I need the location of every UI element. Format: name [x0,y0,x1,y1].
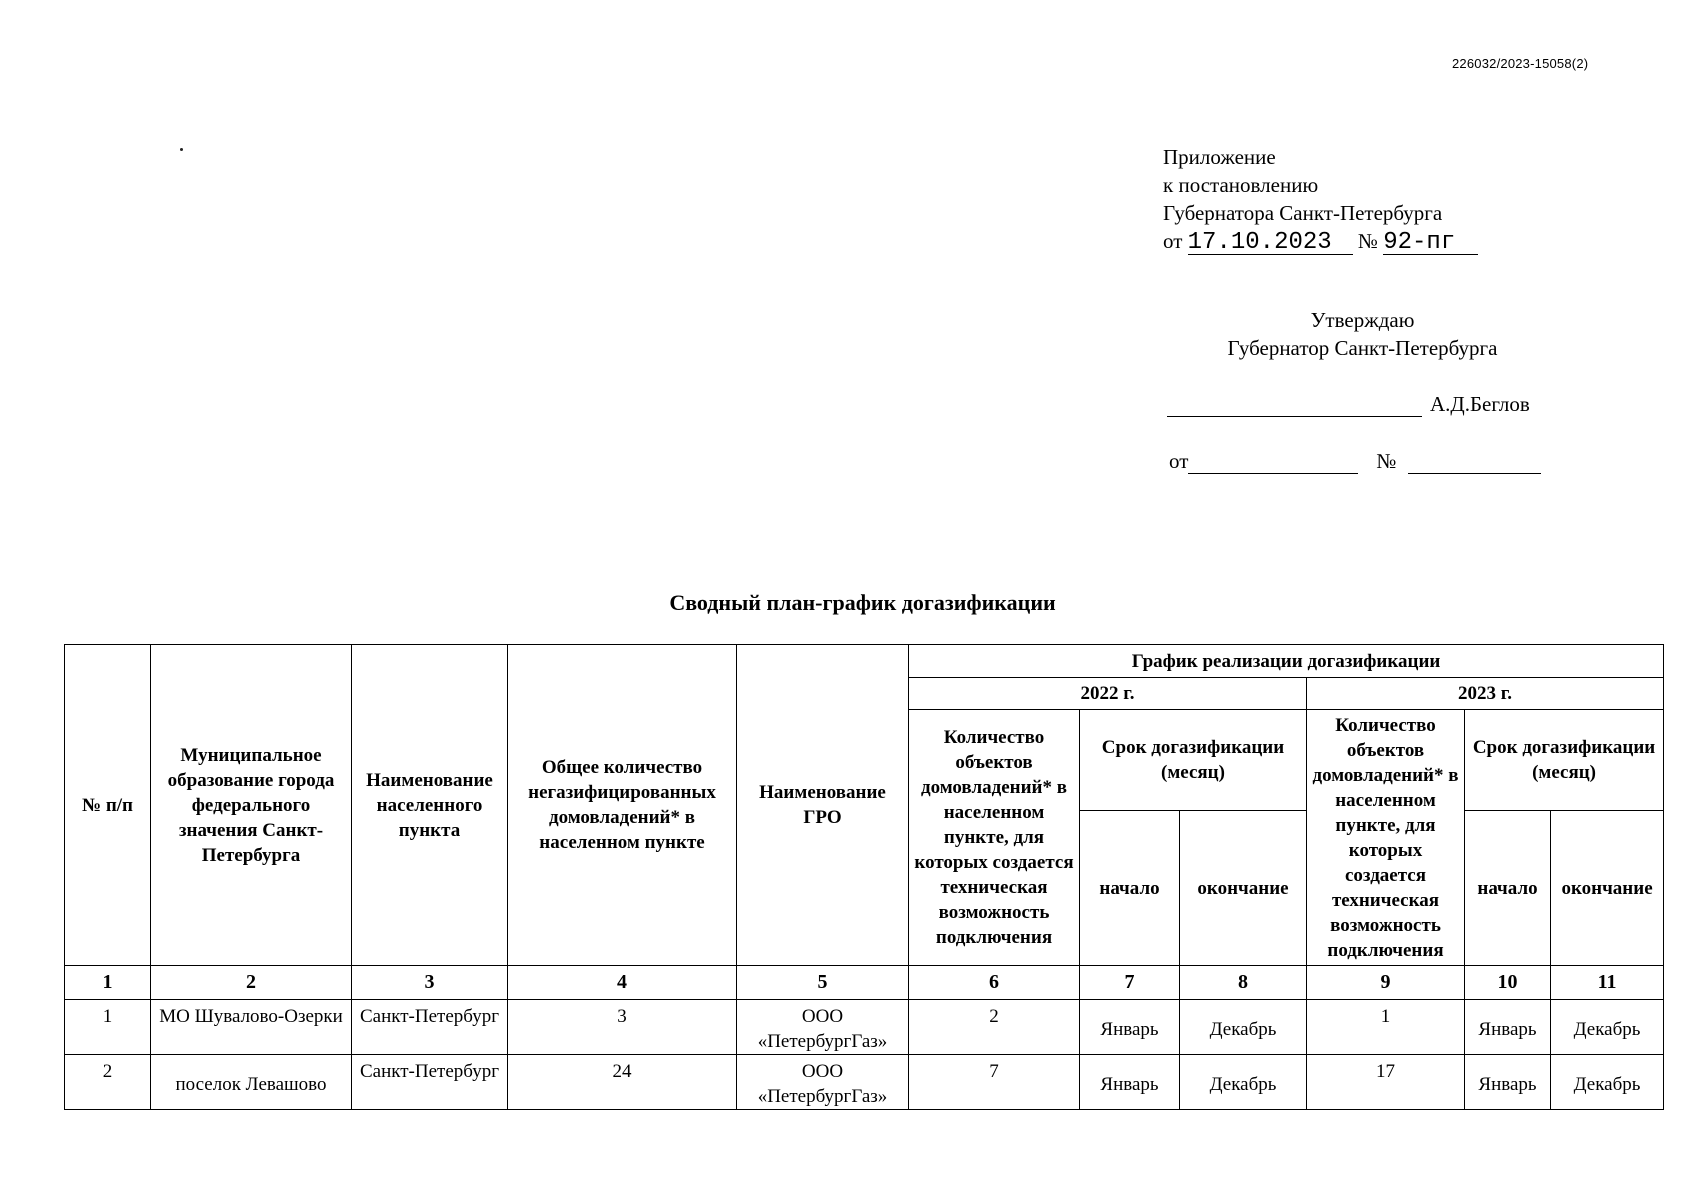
column-number: 2 [151,966,352,1000]
appendix-number-value: 92-пг [1383,232,1478,255]
cell-municipality: МО Шувалово-Озерки [151,1000,352,1055]
cell-total: 24 [508,1055,737,1110]
cell-start-2022: Январь [1080,1000,1180,1055]
approval-block [1165,306,1560,362]
column-number: 8 [1180,966,1307,1000]
cell-objects-2022: 2 [909,1000,1080,1055]
appendix-date-prefix: от [1163,229,1183,253]
cell-municipality: поселок Левашово [151,1055,352,1110]
header-municipality: Муниципальное образование города федерального значения Санкт-Петербурга [151,645,352,966]
appendix-line-3: Губернатора Санкт-Петербурга [1163,201,1443,225]
cell-num: 1 [65,1000,151,1055]
cell-end-2023: Декабрь [1551,1055,1664,1110]
column-number: 3 [352,966,508,1000]
column-number: 4 [508,966,737,1000]
cell-settlement: Санкт-Петербург [352,1000,508,1055]
column-number-row [65,966,1664,1000]
cell-end-2022: Декабрь [1180,1055,1307,1110]
cell-start-2023: Январь [1465,1055,1551,1110]
appendix-number-prefix: № [1357,229,1378,253]
signatory-name: А.Д.Беглов [1430,392,1530,416]
signature-line [1167,396,1422,417]
header-gro: Наименование ГРО [737,645,909,966]
header-end-2023: окончание [1551,811,1664,966]
approval-number-blank [1408,453,1541,474]
header-objects-2023: Количество объектов домовладений* в населенном пункте, для которых создается техническая возможность подключения [1307,710,1465,966]
appendix-block [1163,143,1478,255]
approval-line-1: Утверждаю [1310,308,1415,332]
header-objects-2022: Количество объектов домовладений* в населенном пункте, для которых создается техническая возможность подключения [909,710,1080,966]
header-start-2023: начало [1465,811,1551,966]
cell-objects-2022: 7 [909,1055,1080,1110]
appendix-date-value: 17.10.2023 [1188,232,1353,255]
header-year-2022: 2022 г. [909,678,1307,710]
header-total-households: Общее количество негазифицированных домовладений* в населенном пункте [508,645,737,966]
appendix-date-line [1163,227,1478,255]
cell-gro: ООО «ПетербургГаз» [737,1000,909,1055]
cell-gro: ООО «ПетербургГаз» [737,1055,909,1110]
header-year-2023: 2023 г. [1307,678,1664,710]
header-schedule: График реализации догазификации [909,645,1664,678]
cell-settlement: Санкт-Петербург [352,1055,508,1110]
column-number: 10 [1465,966,1551,1000]
approval-line-2: Губернатор Санкт-Петербурга [1227,336,1498,360]
header-settlement: Наименование населенного пункта [352,645,508,966]
header-start-2022: начало [1080,811,1180,966]
approval-date-prefix: от [1169,449,1189,473]
cell-start-2022: Январь [1080,1055,1180,1110]
header-term-2022: Срок догазификации (месяц) [1080,710,1307,811]
column-number: 11 [1551,966,1664,1000]
cell-total: 3 [508,1000,737,1055]
appendix-line-2: к постановлению [1163,173,1319,197]
cell-end-2022: Декабрь [1180,1000,1307,1055]
approval-number-prefix: № [1376,449,1397,473]
approval-date-blank [1188,453,1358,474]
column-number: 7 [1080,966,1180,1000]
column-number: 1 [65,966,151,1000]
appendix-line-1: Приложение [1163,145,1276,169]
signature-row [1167,392,1530,417]
table-row [65,1000,1664,1055]
header-num: № п/п [65,645,151,966]
cell-objects-2023: 17 [1307,1055,1465,1110]
cell-num: 2 [65,1055,151,1110]
scan-dot-mark [180,148,183,151]
cell-end-2023: Декабрь [1551,1000,1664,1055]
cell-objects-2023: 1 [1307,1000,1465,1055]
column-number: 5 [737,966,909,1000]
gasification-plan-table [64,644,1664,1110]
column-number: 9 [1307,966,1465,1000]
approval-date-row [1169,449,1541,474]
document-id: 226032/2023-15058(2) [1452,56,1589,71]
cell-start-2023: Январь [1465,1000,1551,1055]
header-term-2023: Срок догазификации (месяц) [1465,710,1664,811]
table-row [65,1055,1664,1110]
header-end-2022: окончание [1180,811,1307,966]
column-number: 6 [909,966,1080,1000]
document-title: Сводный план-график догазификации [669,590,1056,615]
